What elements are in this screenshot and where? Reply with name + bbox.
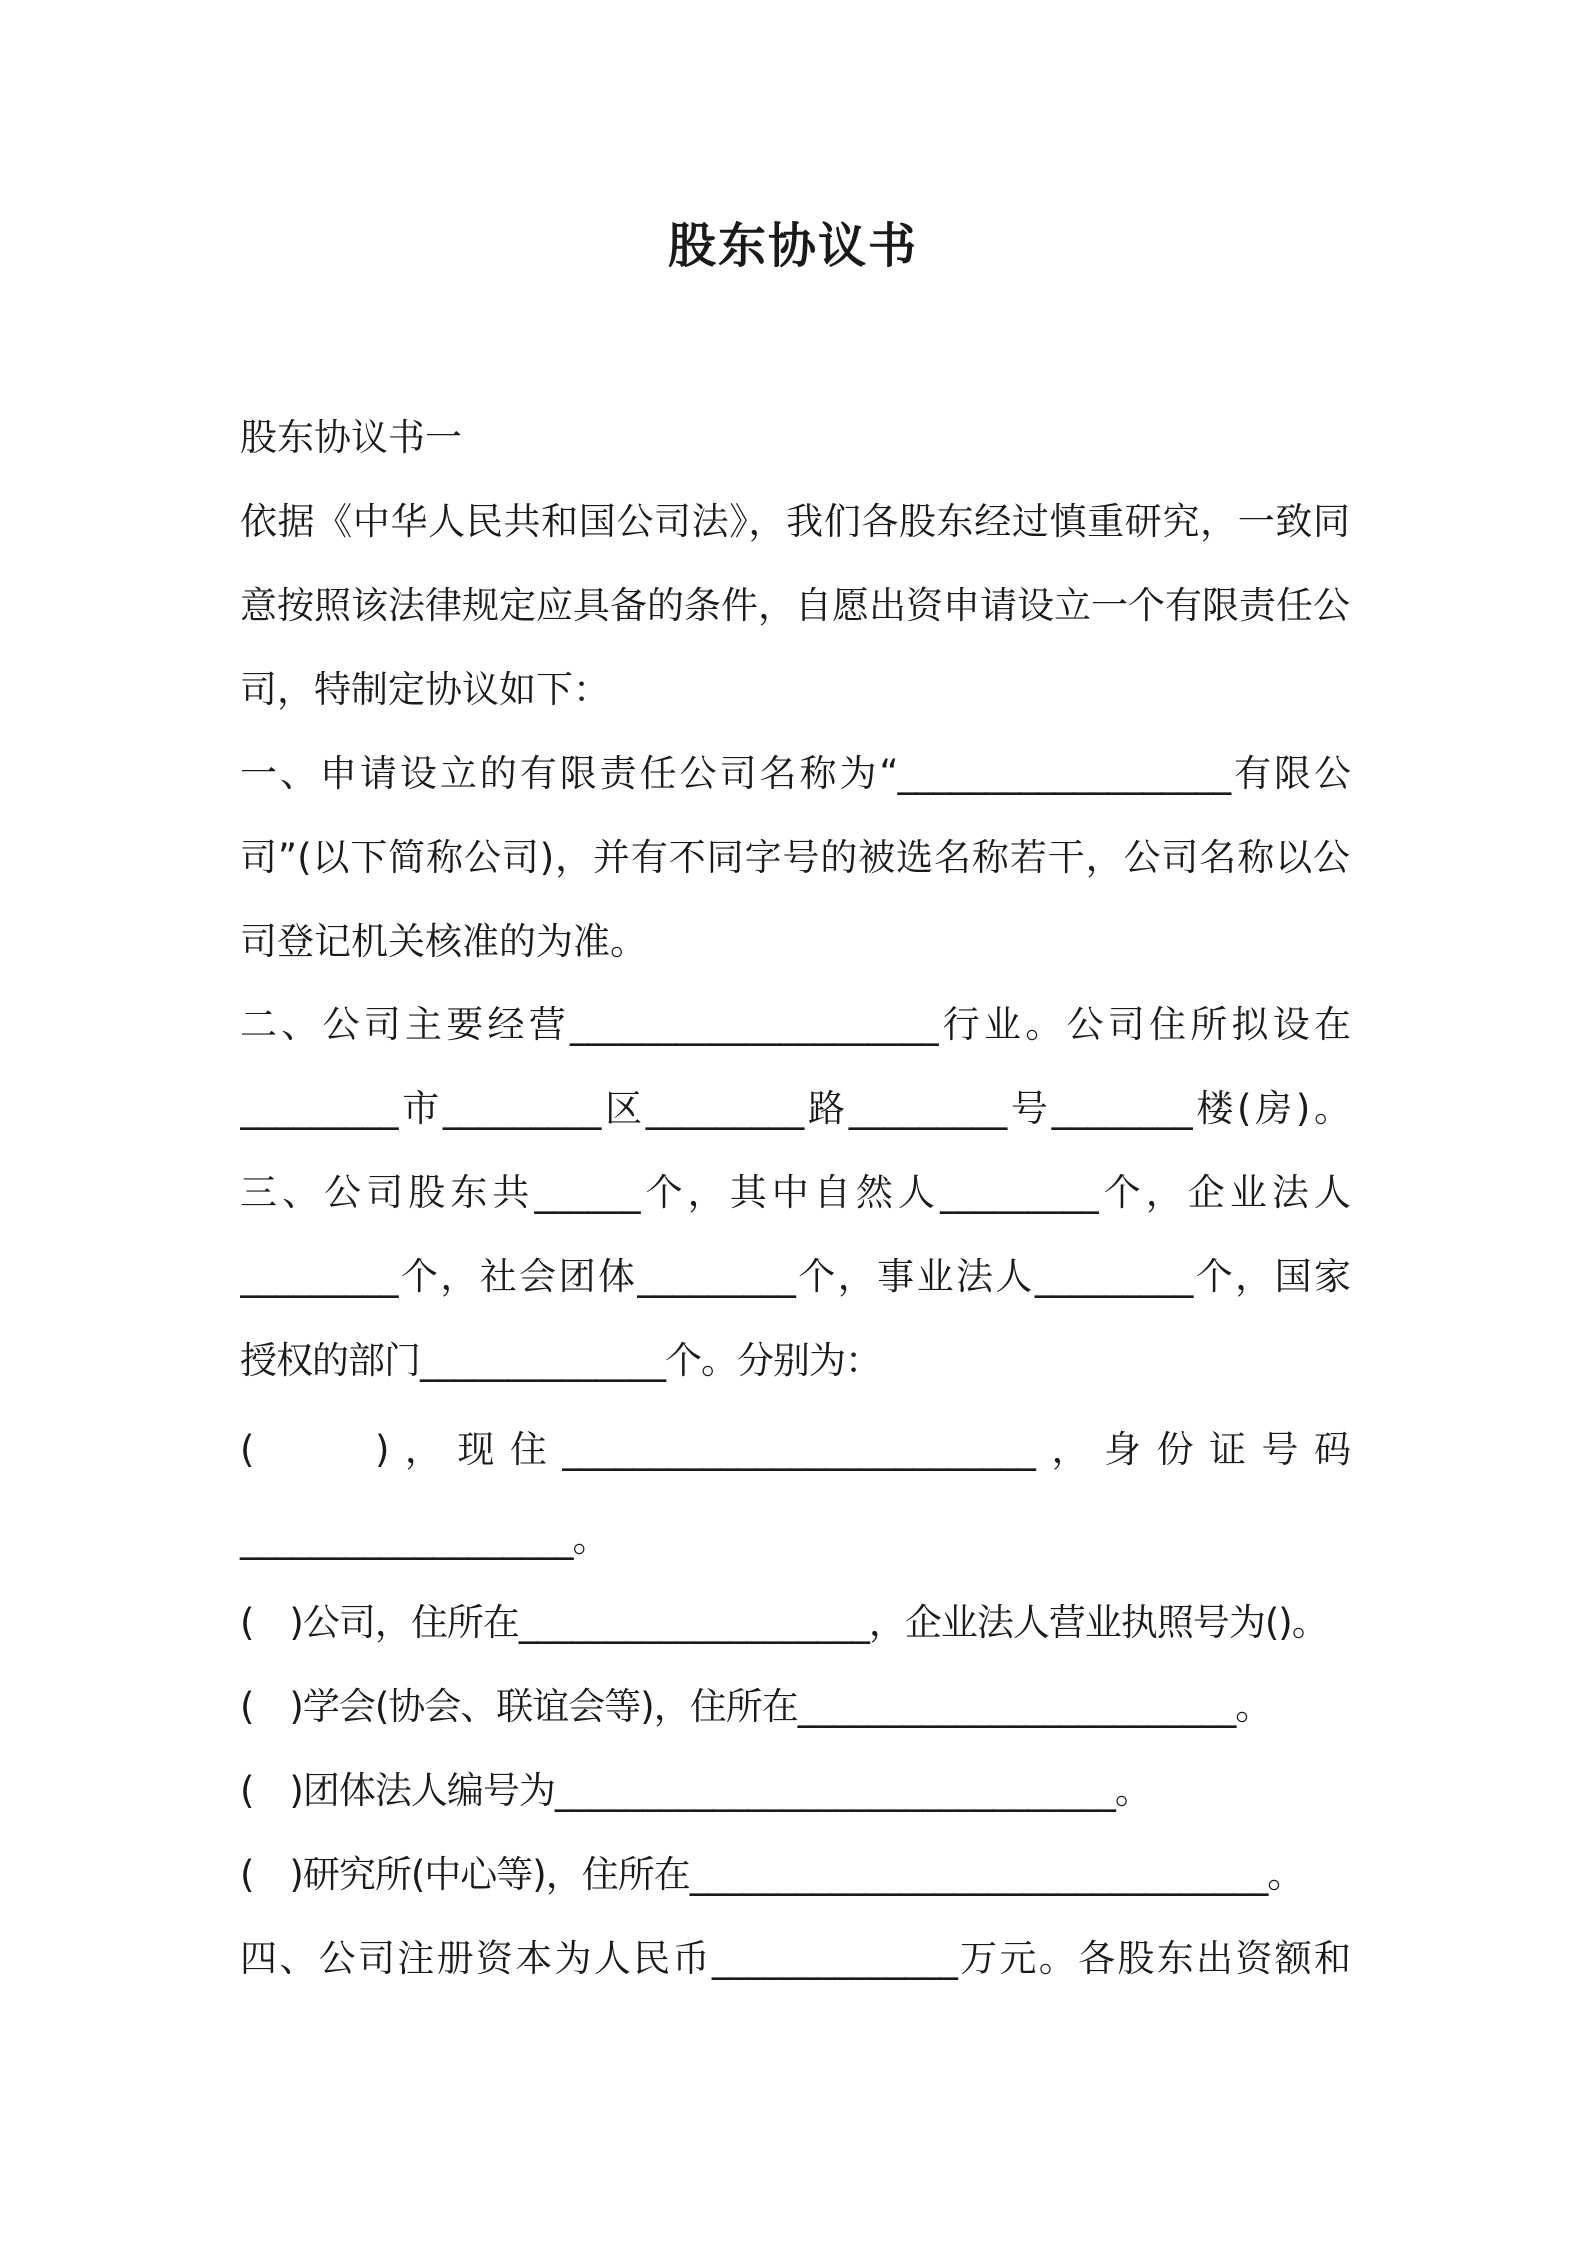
clause-3-line: 授权的部门______________个。分别为： — [240, 1339, 881, 1382]
paragraph-line: 意按照该法律规定应具备的条件，自愿出资申请设立一个有限责任公 — [240, 584, 1350, 627]
shareholder-society-line: ( )学会(协会、联谊会等)，住所在_________________________。 — [240, 1685, 1272, 1728]
shareholder-person-line: ___________________。 — [240, 1517, 609, 1560]
clause-1-line: 司登记机关核准的为准。 — [240, 920, 647, 963]
clause-2-line: 二、公司主要经营_____________________行业。公司住所拟设在 — [240, 1003, 1350, 1046]
shareholder-group-line: ( )团体法人编号为________________________________。 — [240, 1769, 1151, 1812]
paragraph-line: 司，特制定协议如下： — [240, 668, 610, 711]
shareholder-person-line: ( )，现住___________________________，身份证号码 — [240, 1428, 1350, 1471]
clause-3-line: _________个，社会团体_________个，事业法人_________个，国家 — [240, 1255, 1350, 1298]
clause-2-line: _________市_________区_________路_________号________楼(房)。 — [240, 1087, 1350, 1130]
section-heading: 股东协议书一 — [240, 416, 462, 459]
clause-1-line: 司”(以下简称公司)，并有不同字号的被选名称若干，公司名称以公 — [240, 836, 1350, 879]
shareholder-company-line: ( )公司，住所在____________________，企业法人营业执照号为()。 — [240, 1601, 1328, 1644]
shareholder-institute-line: ( )研究所(中心等)，住所在_________________________________。 — [240, 1853, 1304, 1896]
clause-4-line: 四、公司注册资本为人民币______________万元。各股东出资额和 — [240, 1937, 1350, 1980]
clause-1-line: 一、申请设立的有限责任公司名称为“___________________有限公 — [240, 752, 1350, 795]
paragraph-line: 依据《中华人民共和国公司法》，我们各股东经过慎重研究，一致同 — [240, 500, 1350, 543]
document-title: 股东协议书 — [667, 218, 918, 274]
clause-3-line: 三、公司股东共______个，其中自然人_________个，企业法人 — [240, 1171, 1350, 1214]
